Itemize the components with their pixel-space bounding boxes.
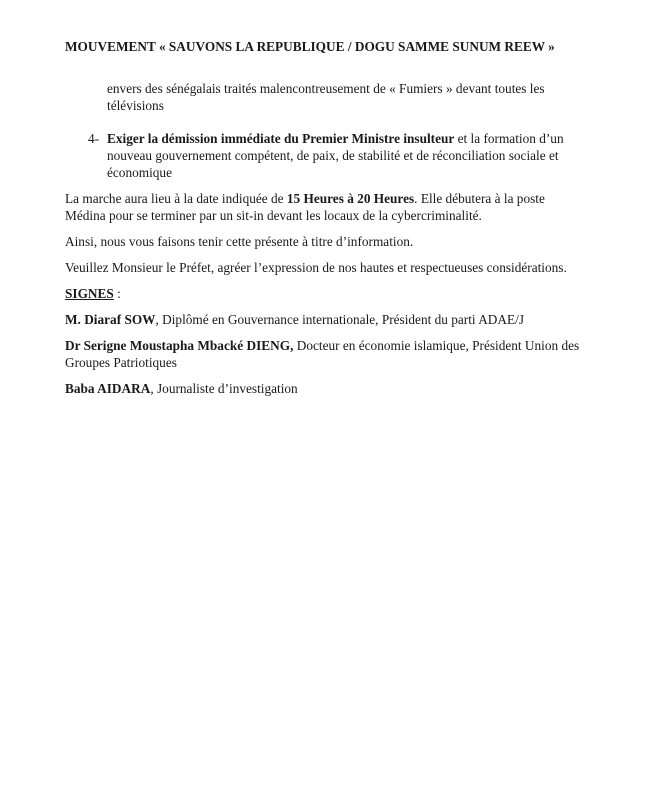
signatory-title-cont: Groupes Patriotiques [65, 355, 177, 370]
signatory-name: Baba AIDARA [65, 381, 151, 396]
item4-rest: et la formation d’un [454, 131, 564, 146]
signatory [65, 311, 524, 328]
signatory-title: , Journaliste d’investigation [150, 381, 298, 396]
march-line2: Médina pour se terminer par un sit-in devant les locaux de la cybercriminalité. [65, 208, 482, 223]
signes-label: SIGNES [65, 286, 114, 301]
item3-continuation-line2: télévisions [107, 98, 164, 113]
march-post: . Elle débutera à la poste [414, 191, 545, 206]
item4-line2: nouveau gouvernement compétent, de paix, de stabilité et de réconciliation sociale et [107, 148, 559, 163]
closing-paragraph: Veuillez Monsieur le Préfet, agréer l’expression de nos hautes et respectueuses considérations. [65, 260, 567, 275]
ainsi-paragraph: Ainsi, nous vous faisons tenir cette présente à titre d’information. [65, 234, 414, 249]
march-pre: La marche aura lieu à la date indiquée de [65, 191, 287, 206]
signatory [65, 337, 579, 354]
signes-heading [65, 285, 121, 302]
signatory [65, 380, 298, 397]
signatory-title: , Diplômé en Gouvernance internationale, Président du parti ADAE/J [155, 312, 525, 327]
signatory-name: M. Diaraf SOW [65, 312, 156, 327]
item4-bold: Exiger la démission immédiate du Premier Ministre insulteur [107, 131, 455, 146]
header-text: MOUVEMENT « SAUVONS LA REPUBLIQUE / DOGU SAMME SUNUM REEW » [65, 39, 555, 54]
march-line1 [65, 190, 545, 207]
item4-line3: économique [107, 165, 172, 180]
item3-continuation-line1: envers des sénégalais traités malencontreusement de « Fumiers » devant toutes les [107, 81, 545, 96]
signatory-name: Dr Serigne Moustapha Mbacké DIENG, [65, 338, 294, 353]
march-hours: 15 Heures à 20 Heures [286, 191, 415, 206]
item4-number: 4- [88, 131, 100, 146]
signatory-title: Docteur en économie islamique, Président Union des [293, 338, 580, 353]
item4-line1 [107, 130, 564, 147]
signes-suffix: : [113, 286, 121, 301]
document-header [65, 38, 555, 55]
